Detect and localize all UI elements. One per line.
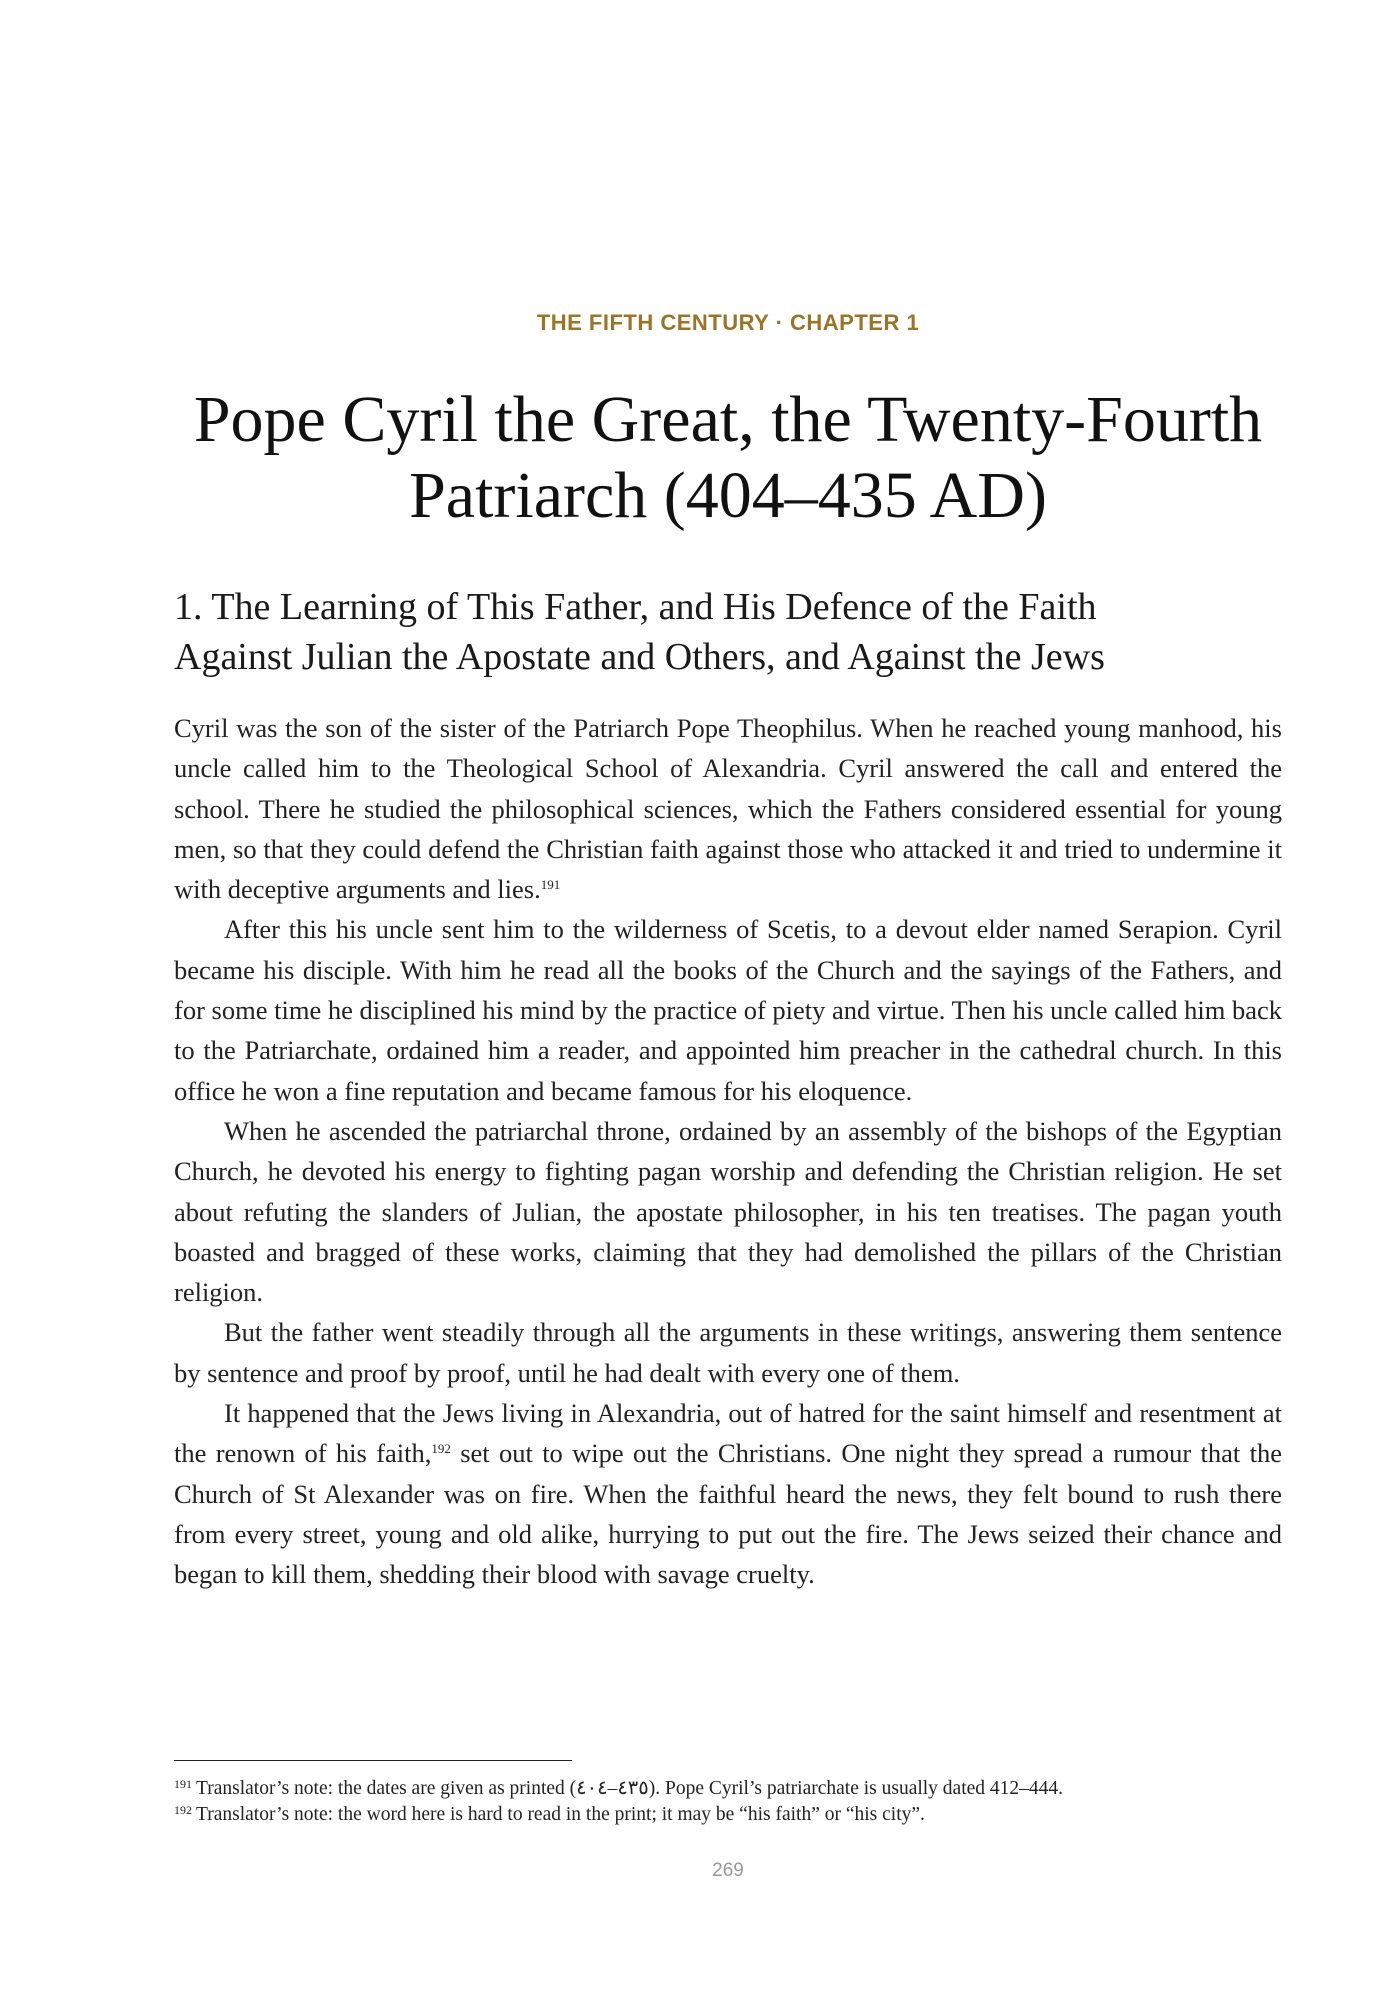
- footnote-ref-191[interactable]: 191: [540, 877, 561, 893]
- paragraph-3: When he ascended the patriarchal throne, ordained by an assembly of the bishops of the Egyptian Church, he devoted his energy to fighting pagan worship and defending the Christian religion. He set about refuting the slanders of Julian, the apostate philosopher, in his ten treatises. The pagan youth boasted and bragged of these works, claiming that they had demolished the pillars of the Christian religion.: [174, 1115, 1282, 1308]
- chapter-title-line-1: Pope Cyril the Great, the Twenty-Fourth: [193, 383, 1263, 456]
- footnote-text: Translator’s note: the word here is hard to read in the print; it may be “his faith” or “his city”.: [196, 1804, 925, 1825]
- footnote-number: 191: [174, 1777, 192, 1791]
- running-head: THE FIFTH CENTURY · CHAPTER 1: [536, 310, 920, 335]
- footnotes: [174, 1776, 1282, 1828]
- paragraph-1-text: Cyril was the son of the sister of the Patriarch Pope Theophilus. When he reached young manhood, his uncle called him to the Theological School of Alexandria. Cyril answered the call and entered the school. There he studied the philosophical sciences, which the Fathers considered essential for young men, so that they could defend the Christian faith against those who attacked it and tried to undermine it with deceptive arguments and lies.: [174, 713, 1282, 905]
- section-heading-line-2: Against Julian the Apostate and Others, and Against the Jews: [174, 636, 1105, 678]
- chapter-title: [174, 382, 1282, 534]
- paragraph-5-text-before: It happened that the Jews living in Alexandria, out of hatred for the saint himself and resentment at the renown of his faith,: [174, 1398, 1282, 1469]
- paragraph-4: But the father went steadily through all the arguments in these writings, answering them sentence by sentence and proof by proof, until he had dealt with every one of them.: [174, 1317, 1282, 1388]
- page-number: 269: [712, 1860, 744, 1881]
- footnote-191: [174, 1776, 1282, 1802]
- footnote-192: [174, 1802, 1282, 1828]
- section-heading: [174, 582, 1282, 682]
- paragraph-2: After this his uncle sent him to the wilderness of Scetis, to a devout elder named Serapion. Cyril became his disciple. With him he read all the books of the Church and the sayings of the Fathers, and for some time he disciplined his mind by the practice of piety and virtue. Then his uncle called him back to the Patriarchate, ordained him a reader, and appointed him preacher in the cathedral church. In this office he won a fine reputation and became famous for his eloquence.: [174, 914, 1282, 1106]
- paragraph-1: [174, 708, 1282, 909]
- paragraph-5: [174, 1393, 1282, 1594]
- footnote-divider: [174, 1760, 572, 1761]
- book-page: [174, 0, 1282, 2000]
- footnote-ref-192[interactable]: 192: [431, 1441, 451, 1457]
- footnote-text: Translator’s note: the dates are given as printed (٤٣٥–٤٠٤). Pope Cyril’s patriarchate is usually dated 412–444.: [196, 1778, 1064, 1799]
- footnote-number: 192: [174, 1803, 192, 1817]
- body-text: [174, 708, 1282, 1595]
- paragraph-5-text-after: set out to wipe out the Christians. One night they spread a rumour that the Church of St Alexander was on fire. When the faithful heard the news, they felt bound to rush there from every street, young and old alike, hurrying to put out the fire. The Jews seized their chance and began to kill them, shedding their blood with savage cruelty.: [174, 1438, 1282, 1590]
- chapter-title-line-2: Patriarch (404–435 AD): [409, 459, 1047, 532]
- section-heading-line-1: 1. The Learning of This Father, and His Defence of the Faith: [174, 586, 1097, 628]
